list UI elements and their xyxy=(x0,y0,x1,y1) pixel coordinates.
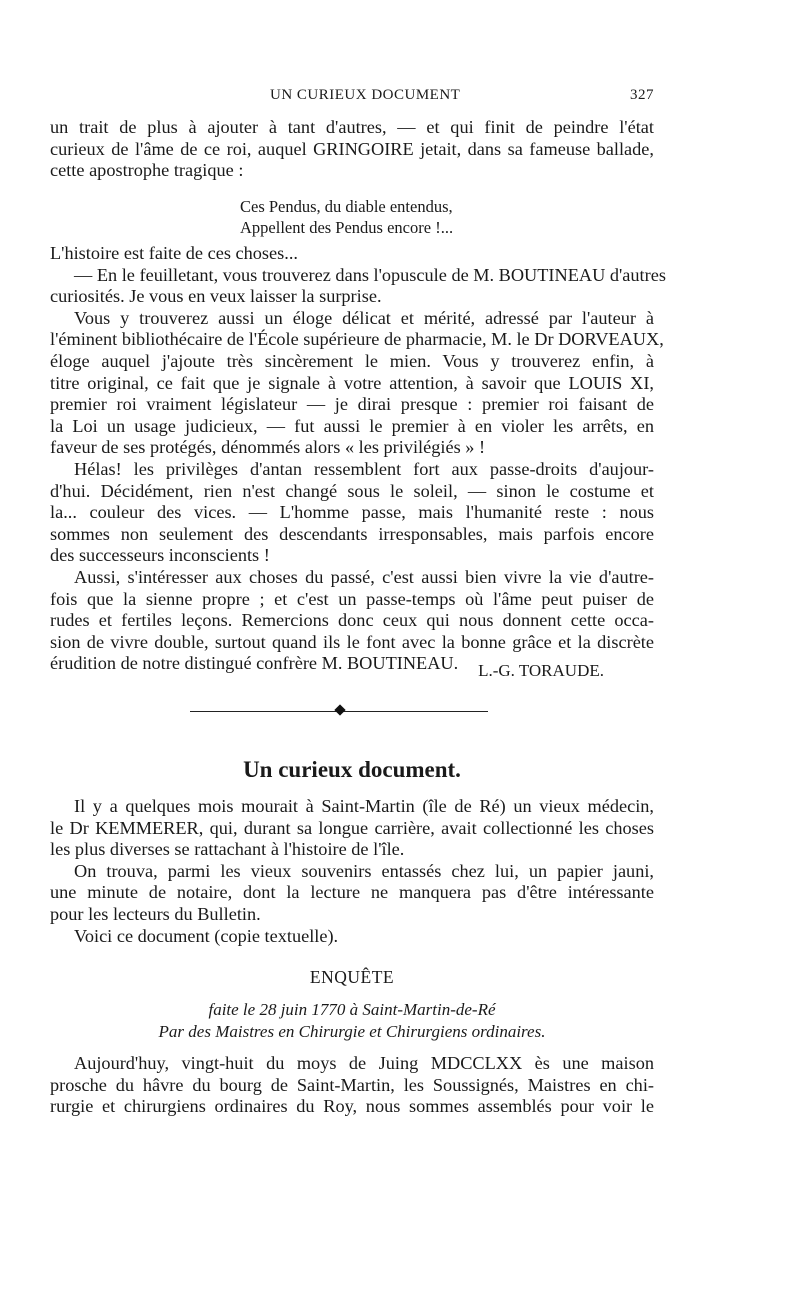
text-line: pour les lecteurs du Bulletin. xyxy=(50,903,261,924)
text-line: la... couleur des vices. — L'homme passe, mais l'humanité reste : nous xyxy=(50,502,654,523)
text-line: la Loi un usage judicieux, — fut aussi le premier à en violer les arrêts, en xyxy=(50,415,654,436)
text-line: des successeurs inconscients ! xyxy=(50,545,270,566)
text-line: Aussi, s'intéresser aux choses du passé, c'est aussi bien vivre la vie d'autre- xyxy=(74,566,654,587)
paragraph-3 xyxy=(50,796,654,947)
text-line: érudition de notre distingué confrère M. BOUTINEAU. xyxy=(50,653,459,674)
text-line: Vous y trouverez aussi un éloge délicat et mérité, adressé par l'auteur à xyxy=(74,307,654,328)
text-line: sion de vivre double, surtout quand ils le font avec la bonne grâce et la discrète xyxy=(50,631,654,652)
text-line: sommes non seulement des descendants irresponsables, mais parfois encore xyxy=(50,523,654,544)
enquete-title: ENQUÊTE xyxy=(309,967,395,987)
paragraph-4 xyxy=(50,1053,654,1118)
text-line: un trait de plus à ajouter à tant d'autres, — et qui finit de peindre l'état xyxy=(50,117,654,137)
text-line: prosche du hâvre du bourg de Saint-Martin, les Soussignés, Maistres en chi- xyxy=(50,1074,654,1095)
text-line: le Dr KEMMERER, qui, durant sa longue carrière, avait collectionné les choses xyxy=(50,817,654,838)
text-line: éloge auquel j'ajoute très sincèrement le mien. Vous y trouverez enfin, à xyxy=(50,350,654,371)
text-line: titre original, ce fait que je signale à votre attention, à savoir que LOUIS XI, xyxy=(50,372,654,393)
text-line: curiosités. Je vous en veux laisser la surprise. xyxy=(50,286,382,307)
text-line: cette apostrophe tragique : xyxy=(50,160,244,181)
article-title: Un curieux document. xyxy=(243,757,461,782)
text-line: — En le feuilletant, vous trouverez dans l'opuscule de M. BOUTINEAU d'autres xyxy=(74,264,666,285)
text-line: rudes et fertiles leçons. Remercions donc ceux qui nous donnent cette occa- xyxy=(50,610,654,631)
enquete-subtitle-authors: Par des Maistres en Chirurgie et Chirurgiens ordinaires. xyxy=(158,1022,546,1041)
text-line: Aujourd'huy, vingt-huit du moys de Juing MDCCLXX ès une maison xyxy=(74,1053,654,1073)
text-line: Voici ce document (copie textuelle). xyxy=(74,925,339,946)
text-line: rurgie et chirurgiens ordinaires du Roy, nous sommes assemblés pour voir le xyxy=(50,1096,654,1117)
text-line: Hélas! les privilèges d'antan ressemblent fort aux passe-droits d'aujour- xyxy=(74,458,654,479)
text-line: l'éminent bibliothécaire de l'École supérieure de pharmacie, M. le Dr DORVEAUX, xyxy=(50,329,664,350)
text-line: les plus diverses se rattachant à l'histoire de l'île. xyxy=(50,839,405,860)
running-head-title: UN CURIEUX DOCUMENT xyxy=(270,87,461,103)
verse-line: Ces Pendus, du diable entendus, xyxy=(240,197,453,216)
divider-ornament-icon xyxy=(334,704,345,715)
paragraph-1 xyxy=(50,117,654,182)
text-line: L'histoire est faite de ces choses... xyxy=(50,243,298,263)
paragraph-2 xyxy=(50,243,666,675)
text-line: Il y a quelques mois mourait à Saint-Martin (île de Ré) un vieux médecin, xyxy=(74,796,654,816)
text-line: d'hui. Décidément, rien n'est changé sous le soleil, — sinon le costume et xyxy=(50,480,654,501)
signature: L.-G. TORAUDE. xyxy=(478,661,604,680)
text-line: faveur de ses protégés, dénommés alors « les privilégiés » ! xyxy=(50,437,486,458)
page-number: 327 xyxy=(630,87,654,103)
text-line: premier roi vraiment législateur — je dirai presque : premier roi faisant de xyxy=(50,394,654,415)
text-line: fois que la sienne propre ; et c'est un passe-temps où l'âme peut puiser de xyxy=(50,588,654,609)
text-line: curieux de l'âme de ce roi, auquel GRINGOIRE jetait, dans sa fameuse ballade, xyxy=(50,138,654,159)
text-line: une minute de notaire, dont la lecture ne manquera pas d'être intéressante xyxy=(50,882,654,903)
text-line: On trouva, parmi les vieux souvenirs entassés chez lui, un papier jauni, xyxy=(74,860,654,881)
enquete-subtitle-date: faite le 28 juin 1770 à Saint-Martin-de-Ré xyxy=(208,1000,496,1019)
verse-line: Appellent des Pendus encore !... xyxy=(240,218,454,237)
verse-quote xyxy=(240,196,453,238)
